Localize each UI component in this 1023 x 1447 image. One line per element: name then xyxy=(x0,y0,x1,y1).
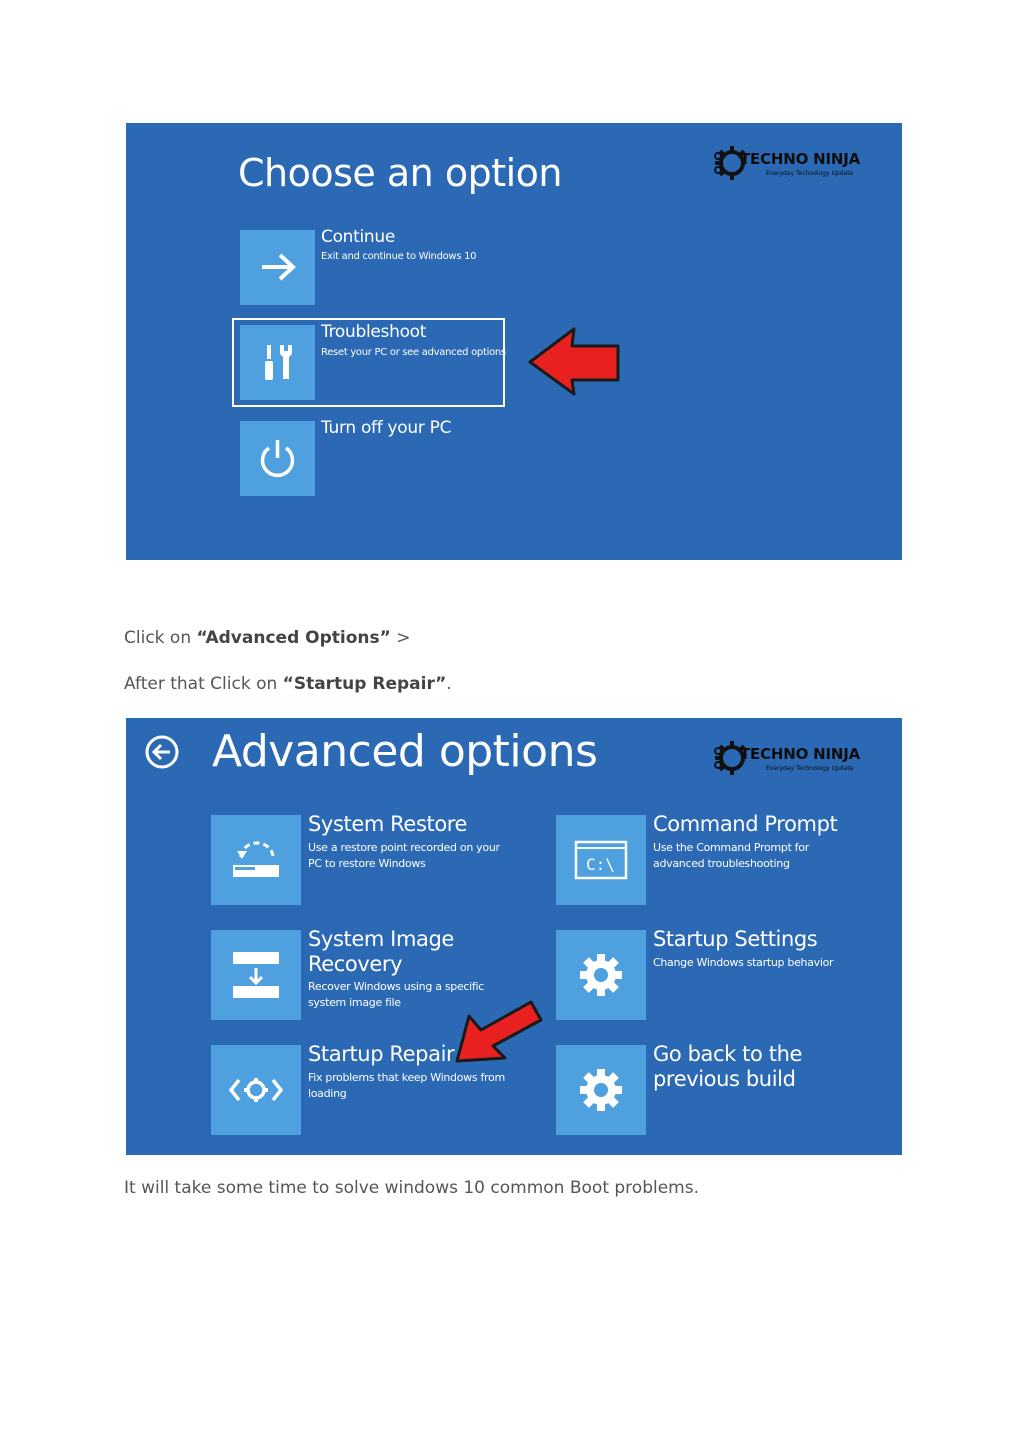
red-arrow-icon xyxy=(451,998,546,1068)
system-image-recovery-title-line-1: System Image xyxy=(308,927,454,951)
screen-title: Advanced options xyxy=(212,726,598,777)
gear-icon xyxy=(556,930,646,1020)
troubleshoot-title[interactable]: Troubleshoot xyxy=(321,322,427,342)
troubleshoot-tile[interactable] xyxy=(240,325,315,400)
logo-text: TECHNO NINJA xyxy=(740,150,861,168)
startup-repair-tile[interactable] xyxy=(211,1045,301,1135)
para1-suffix: > xyxy=(390,628,411,648)
logo-tagline: Everyday Technology Update xyxy=(766,170,854,177)
system-restore-desc xyxy=(308,840,500,872)
go-back-previous-build-tile[interactable] xyxy=(556,1045,646,1135)
go-back-previous-build-title[interactable] xyxy=(653,1042,802,1092)
advanced-options-screenshot xyxy=(126,718,902,1155)
system-image-recovery-tile[interactable] xyxy=(211,930,301,1020)
startup-settings-title[interactable]: Startup Settings xyxy=(653,927,818,951)
continue-desc: Exit and continue to Windows 10 xyxy=(321,251,477,262)
instruction-paragraph-1 xyxy=(124,628,410,648)
command-prompt-desc-line-1: Use the Command Prompt for xyxy=(653,841,809,854)
back-arrow-icon[interactable] xyxy=(144,734,180,770)
tools-icon xyxy=(240,325,315,400)
command-prompt-title[interactable]: Command Prompt xyxy=(653,812,838,836)
para1-bold: “Advanced Options” xyxy=(196,628,391,648)
startup-repair-desc xyxy=(308,1070,505,1102)
system-image-recovery-desc-line-2: system image file xyxy=(308,996,401,1009)
startup-repair-desc-line-1: Fix problems that keep Windows from xyxy=(308,1071,505,1084)
system-image-recovery-title[interactable] xyxy=(308,927,454,977)
startup-settings-tile[interactable] xyxy=(556,930,646,1020)
system-restore-desc-line-2: PC to restore Windows xyxy=(308,857,426,870)
troubleshoot-desc: Reset your PC or see advanced options xyxy=(321,347,506,358)
choose-option-screenshot xyxy=(126,123,902,560)
para2-prefix: After that Click on xyxy=(124,674,283,694)
go-back-title-line-1: Go back to the xyxy=(653,1042,802,1066)
go-back-title-line-2: previous build xyxy=(653,1067,796,1091)
turn-off-tile[interactable] xyxy=(240,421,315,496)
arrow-right-icon xyxy=(240,230,315,305)
image-recovery-icon xyxy=(211,930,301,1020)
para2-bold: “Startup Repair” xyxy=(282,674,447,694)
screen-title: Choose an option xyxy=(238,151,562,195)
command-prompt-icon xyxy=(556,815,646,905)
startup-repair-title[interactable]: Startup Repair xyxy=(308,1042,455,1066)
instruction-paragraph-2 xyxy=(124,674,452,694)
gear-icon xyxy=(556,1045,646,1135)
system-restore-tile[interactable] xyxy=(211,815,301,905)
system-image-recovery-desc-line-1: Recover Windows using a specific xyxy=(308,980,484,993)
para2-suffix: . xyxy=(446,674,452,694)
power-icon xyxy=(240,421,315,496)
continue-title[interactable]: Continue xyxy=(321,227,396,247)
command-prompt-tile[interactable] xyxy=(556,815,646,905)
para1-prefix: Click on xyxy=(124,628,197,648)
techno-ninja-logo xyxy=(712,738,872,778)
command-prompt-icon-text: C:\ xyxy=(586,855,615,874)
startup-repair-icon xyxy=(211,1045,301,1135)
command-prompt-desc-line-2: advanced troubleshooting xyxy=(653,857,790,870)
continue-tile[interactable] xyxy=(240,230,315,305)
restore-icon xyxy=(211,815,301,905)
logo-tagline: Everyday Technology Update xyxy=(766,765,854,772)
system-restore-title[interactable]: System Restore xyxy=(308,812,468,836)
startup-repair-desc-line-2: loading xyxy=(308,1087,347,1100)
system-restore-desc-line-1: Use a restore point recorded on your xyxy=(308,841,500,854)
red-arrow-icon xyxy=(526,326,622,396)
closing-paragraph: It will take some time to solve windows 10 common Boot problems. xyxy=(124,1178,699,1198)
command-prompt-desc xyxy=(653,840,809,872)
turn-off-title[interactable]: Turn off your PC xyxy=(321,418,452,438)
startup-settings-desc: Change Windows startup behavior xyxy=(653,956,834,969)
logo-text: TECHNO NINJA xyxy=(740,745,861,763)
system-image-recovery-title-line-2: Recovery xyxy=(308,952,403,976)
techno-ninja-logo xyxy=(712,143,872,183)
